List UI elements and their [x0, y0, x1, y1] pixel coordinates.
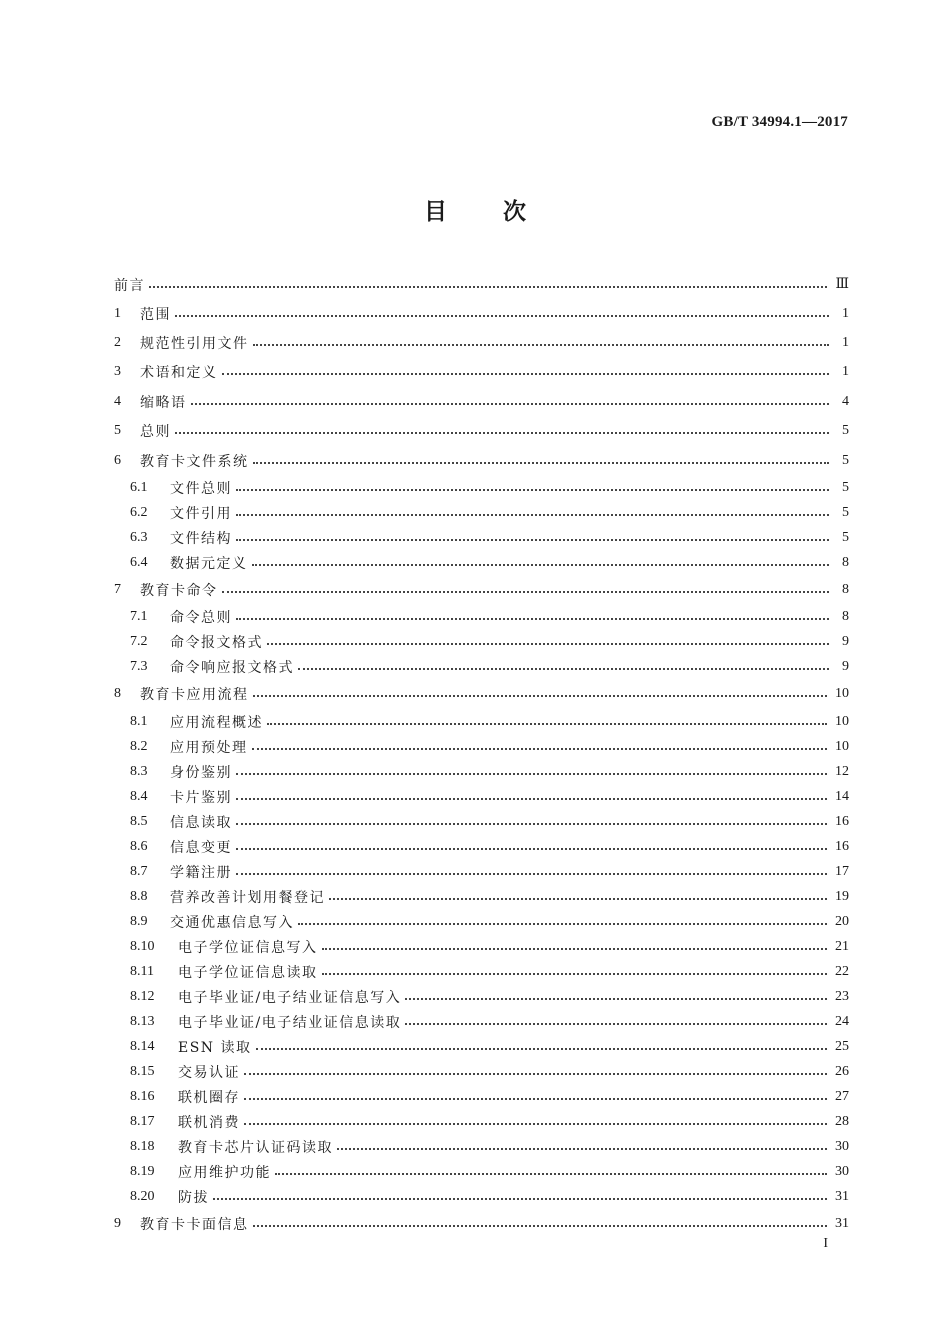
toc-entry-page: 27: [835, 1088, 849, 1104]
toc-entry-title: 文件总则: [170, 478, 236, 498]
dot-leader: [236, 604, 829, 620]
toc-entry-number: 7.1: [130, 609, 148, 625]
toc-entry[interactable]: [114, 934, 849, 959]
toc-entry-page: 10: [835, 738, 849, 754]
dot-leader: [175, 301, 829, 317]
dot-leader: [236, 759, 827, 775]
toc-entry-number: 8.14: [130, 1038, 155, 1054]
toc-entry-page: 21: [835, 938, 849, 954]
toc-entry[interactable]: [114, 417, 849, 446]
toc-entry[interactable]: [114, 984, 849, 1009]
dot-leader: [253, 681, 828, 697]
toc-entry-title: 应用流程概述: [170, 712, 267, 732]
toc-entry-title: 术语和定义: [140, 362, 222, 382]
toc-entry[interactable]: [114, 475, 849, 500]
toc-entry-title: 命令总则: [170, 607, 236, 627]
toc-entry[interactable]: [114, 1084, 849, 1109]
toc-entry[interactable]: [114, 759, 849, 784]
toc-entry-page: 14: [835, 788, 849, 804]
toc-entry-number: 8: [114, 686, 121, 702]
toc-entry-number: 3: [114, 364, 121, 380]
toc-entry[interactable]: [114, 1109, 849, 1134]
toc-entry-title: 应用预处理: [170, 737, 252, 757]
toc-entry-page: 5: [842, 452, 849, 468]
toc-entry-number: 8.13: [130, 1013, 155, 1029]
toc-entry-number: 8.7: [130, 863, 148, 879]
toc-entry-number: 7: [114, 582, 121, 598]
toc-entry[interactable]: [114, 270, 849, 299]
toc-entry-title: 营养改善计划用餐登记: [170, 887, 329, 907]
dot-leader: [149, 272, 827, 288]
toc-entry-number: 5: [114, 423, 121, 439]
toc-entry-title: 应用维护功能: [178, 1162, 275, 1182]
dot-leader: [236, 809, 827, 825]
toc-entry[interactable]: [114, 680, 849, 709]
toc-entry-number: 8.4: [130, 788, 148, 804]
dot-leader: [275, 1159, 827, 1175]
toc-entry-page: 17: [835, 863, 849, 879]
toc-entry-page: 8: [842, 582, 849, 598]
toc-entry-page: 8: [842, 609, 849, 625]
toc-entry-number: 8.8: [130, 888, 148, 904]
toc-entry-title: 命令响应报文格式: [170, 657, 298, 677]
dot-leader: [252, 734, 828, 750]
toc-entry-page: 16: [835, 838, 849, 854]
toc-entry[interactable]: [114, 328, 849, 357]
toc-entry-title: 教育卡卡面信息: [140, 1214, 253, 1234]
toc-entry[interactable]: [114, 834, 849, 859]
toc-entry[interactable]: [114, 605, 849, 630]
toc-entry-title: 文件引用: [170, 503, 236, 523]
toc-entry-page: 19: [835, 888, 849, 904]
dot-leader: [322, 934, 828, 950]
toc-entry-number: 7.2: [130, 634, 148, 650]
dot-leader: [213, 1184, 827, 1200]
toc-entry-title: 教育卡命令: [140, 580, 222, 600]
toc-entry-page: 23: [835, 988, 849, 1004]
dot-leader: [244, 1059, 827, 1075]
toc-entry-page: 10: [835, 686, 849, 702]
toc-entry-page: 20: [835, 913, 849, 929]
toc-entry[interactable]: [114, 1209, 849, 1238]
toc-entry-title: 卡片鉴别: [170, 787, 236, 807]
toc-entry-page: 24: [835, 1013, 849, 1029]
toc-entry-number: 9: [114, 1215, 121, 1231]
toc-entry-page: 5: [842, 504, 849, 520]
toc-entry[interactable]: [114, 446, 849, 475]
toc-entry-number: 1: [114, 305, 121, 321]
toc-entry-number: 8.2: [130, 738, 148, 754]
toc-entry[interactable]: [114, 859, 849, 884]
toc-entry-page: 22: [835, 963, 849, 979]
toc-entry-page: 4: [842, 393, 849, 409]
toc-entry-page: 5: [842, 479, 849, 495]
toc-entry-number: 8.18: [130, 1138, 155, 1154]
toc-entry-number: 8.16: [130, 1088, 155, 1104]
toc-entry-title: 命令报文格式: [170, 632, 267, 652]
toc-entry-page: 26: [835, 1063, 849, 1079]
toc-entry-title: 教育卡应用流程: [140, 684, 253, 704]
toc-entry[interactable]: [114, 709, 849, 734]
toc-entry[interactable]: [114, 358, 849, 387]
toc-entry-title: 电子学位证信息写入: [178, 937, 322, 957]
toc-entry-number: 8.12: [130, 988, 155, 1004]
toc-entry-number: 8.15: [130, 1063, 155, 1079]
dot-leader: [329, 884, 827, 900]
dot-leader: [298, 654, 829, 670]
dot-leader: [298, 909, 827, 925]
toc-entry[interactable]: [114, 387, 849, 416]
toc-entry-number: 6.2: [130, 504, 148, 520]
toc-entry-title: 联机消费: [178, 1112, 244, 1132]
toc-entry[interactable]: [114, 525, 849, 550]
toc-entry-number: 8.6: [130, 838, 148, 854]
toc-entry-page: 10: [835, 713, 849, 729]
toc-entry-title: ESN 读取: [178, 1037, 256, 1057]
toc-entry-title: 电子毕业证/电子结业证信息写入: [178, 987, 405, 1007]
toc-entry[interactable]: [114, 1034, 849, 1059]
toc-entry-title: 信息读取: [170, 812, 236, 832]
dot-leader: [405, 984, 827, 1000]
toc-entry-title: 防拔: [178, 1187, 213, 1207]
toc-entry-page: 31: [835, 1188, 849, 1204]
toc-entry-page: 8: [842, 554, 849, 570]
toc-entry[interactable]: [114, 1009, 849, 1034]
toc-entry-page: 16: [835, 813, 849, 829]
toc-entry-page: 30: [835, 1163, 849, 1179]
toc-heading-part2: 次: [503, 199, 526, 225]
toc-entry-page: 25: [835, 1038, 849, 1054]
toc-heading: [0, 193, 950, 226]
toc-entry-title: 范围: [140, 304, 175, 324]
toc-entry-number: 4: [114, 393, 121, 409]
toc-entry-number: 8.10: [130, 938, 155, 954]
toc-entry-number: 6.4: [130, 554, 148, 570]
toc-entry-title: 数据元定义: [170, 553, 252, 573]
toc-entry-number: 8.19: [130, 1163, 155, 1179]
toc-entry-page: 1: [842, 305, 849, 321]
toc-entry-title: 联机圈存: [178, 1087, 244, 1107]
dot-leader: [236, 500, 829, 516]
dot-leader: [244, 1109, 827, 1125]
toc-entry[interactable]: [114, 959, 849, 984]
toc-entry[interactable]: [114, 809, 849, 834]
toc-entry-title: 教育卡芯片认证码读取: [178, 1137, 337, 1157]
toc-entry-number: 8.1: [130, 713, 148, 729]
toc-entry-title: 文件结构: [170, 528, 236, 548]
toc-entry-title: 身份鉴别: [170, 762, 236, 782]
toc-entry[interactable]: [114, 1159, 849, 1184]
toc-entry[interactable]: [114, 575, 849, 604]
toc-entry-number: 6.3: [130, 529, 148, 545]
toc-entry-title: 电子毕业证/电子结业证信息读取: [178, 1012, 405, 1032]
dot-leader: [236, 834, 827, 850]
dot-leader: [244, 1084, 827, 1100]
toc-entry-number: 6: [114, 452, 121, 468]
toc-entry[interactable]: [114, 630, 849, 655]
toc-entry-page: 12: [835, 763, 849, 779]
toc-entry[interactable]: [114, 550, 849, 575]
standard-code: GB/T 34994.1—2017: [711, 114, 848, 130]
dot-leader: [253, 448, 830, 464]
toc-entry-title: 交通优惠信息写入: [170, 912, 298, 932]
toc-entry[interactable]: [114, 1184, 849, 1209]
toc-entry-page: 30: [835, 1138, 849, 1154]
toc-entry[interactable]: [114, 655, 849, 680]
toc-entry-page: 9: [842, 659, 849, 675]
dot-leader: [253, 1211, 828, 1227]
toc-entry-title: 信息变更: [170, 837, 236, 857]
toc-entry-page: 1: [842, 364, 849, 380]
toc-entry-page: 9: [842, 634, 849, 650]
toc-entry[interactable]: [114, 734, 849, 759]
dot-leader: [191, 389, 830, 405]
dot-leader: [405, 1009, 827, 1025]
dot-leader: [236, 475, 829, 491]
dot-leader: [337, 1134, 827, 1150]
table-of-contents: [114, 270, 849, 1239]
toc-entry-page: 5: [842, 529, 849, 545]
dot-leader: [236, 859, 827, 875]
dot-leader: [236, 525, 829, 541]
toc-entry-page: 5: [842, 423, 849, 439]
toc-entry-title: 前言: [114, 275, 149, 295]
toc-entry-page: 1: [842, 335, 849, 351]
toc-entry-number: 8.3: [130, 763, 148, 779]
dot-leader: [236, 784, 827, 800]
dot-leader: [256, 1034, 827, 1050]
toc-entry-page: Ⅲ: [835, 277, 849, 292]
toc-entry-title: 教育卡文件系统: [140, 451, 253, 471]
toc-entry[interactable]: [114, 784, 849, 809]
dot-leader: [267, 629, 829, 645]
toc-entry[interactable]: [114, 299, 849, 328]
toc-entry[interactable]: [114, 909, 849, 934]
toc-heading-part1: 目: [424, 199, 447, 225]
toc-entry-number: 6.1: [130, 479, 148, 495]
toc-entry-title: 总则: [140, 421, 175, 441]
toc-entry-number: 8.5: [130, 813, 148, 829]
toc-entry[interactable]: [114, 500, 849, 525]
toc-entry-title: 交易认证: [178, 1062, 244, 1082]
dot-leader: [322, 959, 828, 975]
dot-leader: [267, 709, 827, 725]
toc-entry-page: 31: [835, 1215, 849, 1231]
toc-entry-number: 2: [114, 335, 121, 351]
toc-entry-number: 7.3: [130, 659, 148, 675]
footer-page-number: I: [823, 1236, 828, 1251]
dot-leader: [222, 359, 830, 375]
toc-entry-title: 缩略语: [140, 392, 191, 412]
dot-leader: [253, 330, 830, 346]
dot-leader: [222, 577, 830, 593]
toc-entry[interactable]: [114, 884, 849, 909]
toc-entry-number: 8.11: [130, 963, 154, 979]
toc-entry[interactable]: [114, 1134, 849, 1159]
toc-entry-number: 8.17: [130, 1113, 155, 1129]
toc-entry-title: 电子学位证信息读取: [178, 962, 322, 982]
toc-entry-number: 8.20: [130, 1188, 155, 1204]
dot-leader: [175, 418, 829, 434]
toc-entry[interactable]: [114, 1059, 849, 1084]
toc-entry-title: 规范性引用文件: [140, 333, 253, 353]
toc-entry-title: 学籍注册: [170, 862, 236, 882]
toc-entry-page: 28: [835, 1113, 849, 1129]
toc-entry-number: 8.9: [130, 913, 148, 929]
dot-leader: [252, 550, 830, 566]
